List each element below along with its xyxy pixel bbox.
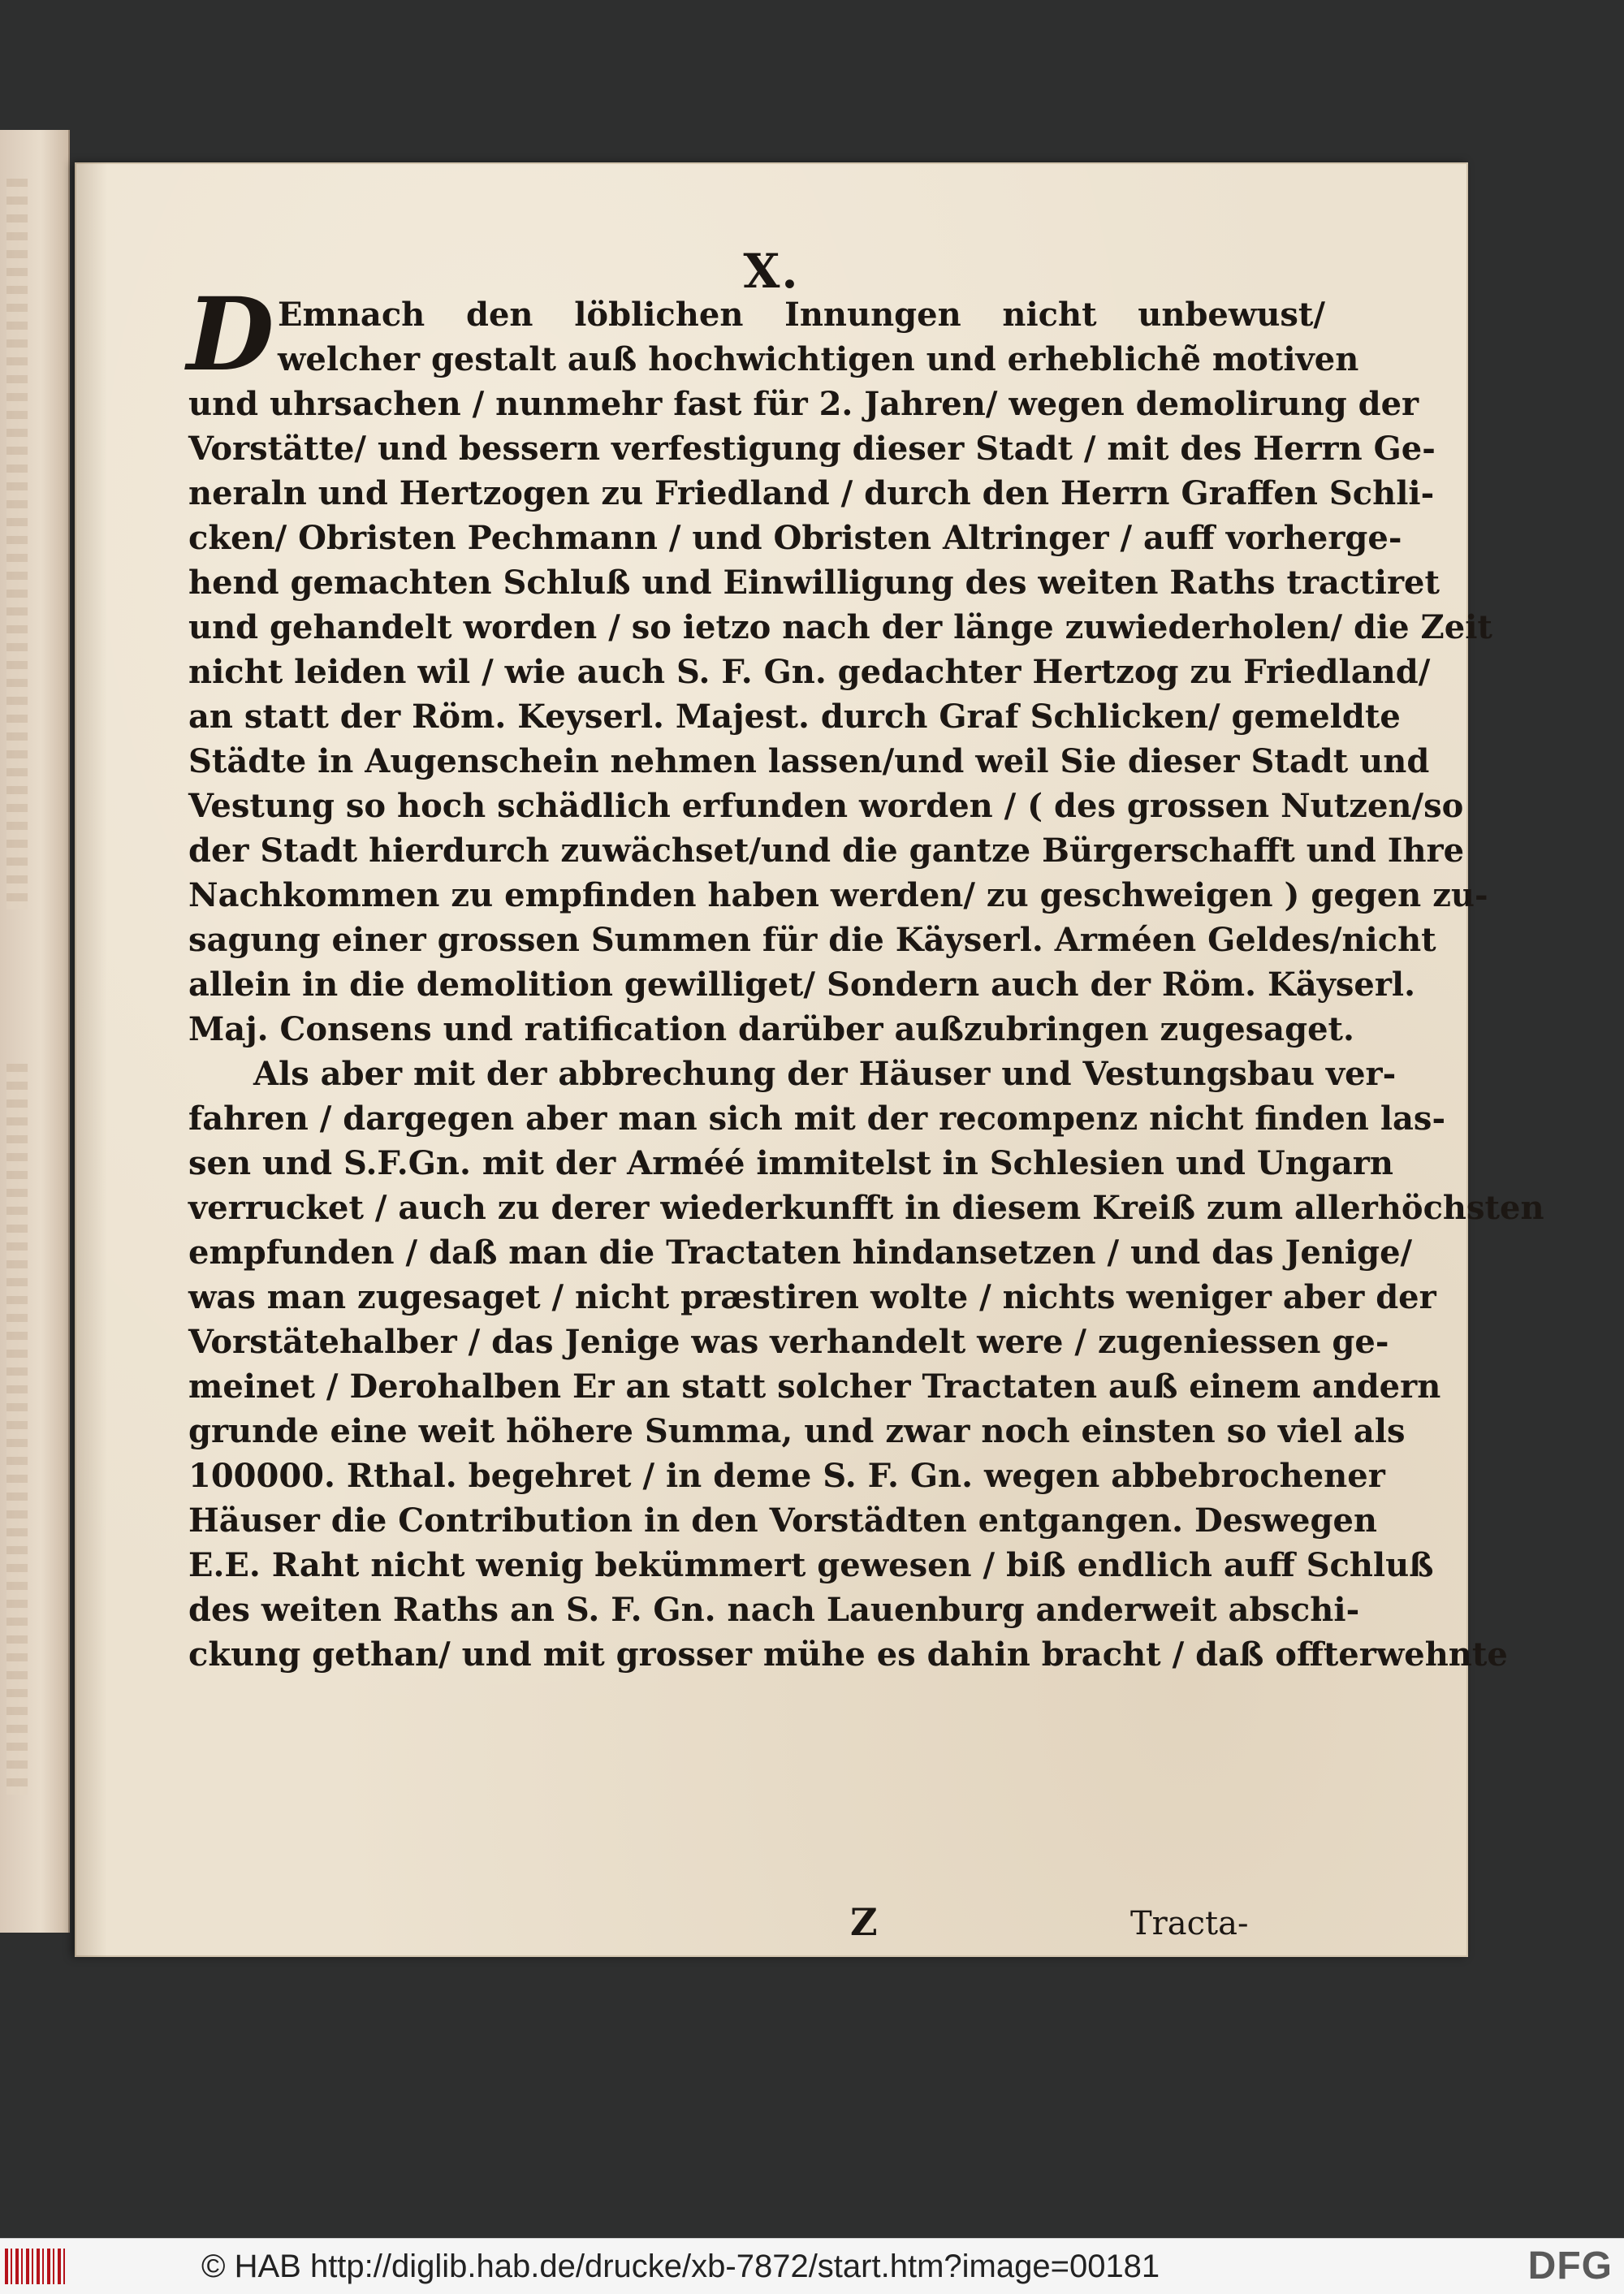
body-text [187, 276, 1544, 1677]
text-line: E.E. Raht nicht wenig bekümmert gewesen / biß endlich auff Schluß [188, 1546, 1434, 1584]
signature-mark: Z [850, 1900, 878, 1944]
page-edge-texture [6, 1064, 28, 1795]
text-line: Häuser die Contribution in den Vorstädten entgangen. Deswegen [188, 1501, 1377, 1540]
text-line: Als aber mit der abbrechung der Häuser und Vestungsbau ver- [253, 1055, 1397, 1093]
text-line: verrucket / auch zu derer wiederkunfft in diesem Kreiß zum allerhöchsten [188, 1189, 1544, 1227]
text-line: an statt der Röm. Keyserl. Majest. durch Graf Schlicken/ gemeldte [188, 698, 1401, 736]
previous-page-edge [0, 130, 70, 1933]
section-number: X. [743, 244, 800, 299]
text-line: Emnach den löblichen Innungen nicht unbewust/ [278, 296, 1325, 334]
drop-cap: D [187, 276, 274, 394]
text-line: welcher gestalt auß hochwichtigen und erheblichẽ motiven [278, 340, 1359, 378]
text-line: Vestung so hoch schädlich erfunden worden / ( des grossen Nutzen/so [188, 787, 1464, 825]
text-line: Städte in Augenschein nehmen lassen/und weil Sie dieser Stadt und [188, 742, 1430, 780]
book-page [75, 162, 1544, 1957]
footer-copyright-link[interactable]: © HAB http://diglib.hab.de/drucke/xb-7872/start.htm?image=00181 [201, 2249, 1160, 2284]
text-line: Nachkommen zu empfinden haben werden/ zu geschweigen ) gegen zu- [188, 876, 1488, 914]
text-line: ckung gethan/ und mit grosser mühe es dahin bracht / daß offterwehnte [188, 1635, 1508, 1674]
text-line: empfunden / daß man die Tractaten hindansetzen / und das Jenige/ [188, 1233, 1413, 1272]
text-line: allein in die demolition gewilliget/ Sondern auch der Röm. Käyserl. [188, 966, 1416, 1004]
text-line: Vorstätte/ und bessern verfestigung dieser Stadt / mit des Herrn Ge- [188, 430, 1436, 468]
text-line: des weiten Raths an S. F. Gn. nach Lauenburg anderweit abschi- [188, 1591, 1360, 1629]
page-gutter-shadow [75, 162, 107, 1957]
text-line: cken/ Obristen Pechmann / und Obristen Altringer / auff vorherge- [188, 519, 1402, 557]
text-line: Maj. Consens und ratification darüber außzubringen zugesaget. [188, 1010, 1354, 1048]
text-line: Vorstätehalber / das Jenige was verhandelt were / zugeniessen ge- [188, 1323, 1389, 1361]
page-edge-texture [6, 179, 28, 909]
catchword: Tracta- [1130, 1905, 1249, 1942]
text-line: grunde eine weit höhere Summa, und zwar noch einsten so viel als [188, 1412, 1406, 1450]
text-line: 100000. Rthal. begehret / in deme S. F. Gn. wegen abbebrochener [188, 1457, 1385, 1495]
text-line: neraln und Hertzogen zu Friedland / durch den Herrn Graffen Schli- [188, 474, 1435, 512]
footer-bar [0, 2238, 1624, 2294]
text-line: meinet / Derohalben Er an statt solcher Tractaten auß einem andern [188, 1367, 1441, 1406]
text-line: und uhrsachen / nunmehr fast für 2. Jahren/ wegen demolirung der [188, 385, 1419, 423]
text-line: sagung einer grossen Summen für die Käyserl. Arméen Geldes/nicht [188, 921, 1436, 959]
text-line: der Stadt hierdurch zuwächset/und die gantze Bürgerschafft und Ihre [188, 832, 1465, 870]
hab-logo-icon [5, 2249, 65, 2284]
dfg-logo: DFG [1527, 2244, 1613, 2288]
text-line: nicht leiden wil / wie auch S. F. Gn. gedachter Hertzog zu Friedland/ [188, 653, 1431, 691]
text-line: hend gemachten Schluß und Einwilligung des weiten Raths tractiret [188, 564, 1440, 602]
text-line: was man zugesaget / nicht præstiren wolte / nichts weniger aber der [188, 1278, 1436, 1316]
text-line: fahren / dargegen aber man sich mit der recompenz nicht finden las- [188, 1099, 1446, 1138]
text-line: und gehandelt worden / so ietzo nach der länge zuwiederholen/ die Zeit [188, 608, 1492, 646]
text-line: sen und S.F.Gn. mit der Arméé immitelst in Schlesien und Ungarn [188, 1144, 1393, 1182]
